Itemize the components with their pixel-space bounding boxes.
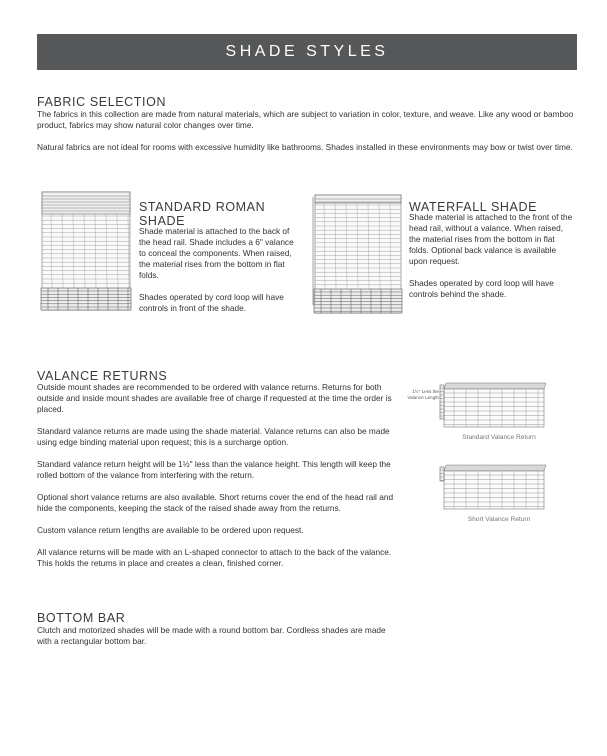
standard-roman-text xyxy=(139,226,299,325)
valance-paragraph-1: Outside mount shades are recommended to be ordered with valance returns. Returns for both outside and inside mount shades are available free of charge if requested at the time the order is placed. xyxy=(37,382,392,414)
standard-roman-paragraph-1: Shade material is attached to the back of the head rail. Shade includes a 6" valance to conceal the components. When raised, the material rises from the bottom in flat folds. xyxy=(139,226,294,280)
waterfall-text xyxy=(409,212,574,311)
standard-roman-shade-illustration xyxy=(40,190,132,312)
waterfall-shade-illustration xyxy=(311,193,403,315)
valance-paragraph-2: Standard valance returns are made using the shade material. Valance returns can also be made using edge binding material upon request; this is a surcharge option. xyxy=(37,426,390,447)
valance-length-note: 1½" Less the Valance Length xyxy=(407,389,439,400)
fabric-heading: FABRIC SELECTION xyxy=(37,95,167,109)
standard-roman-paragraph-2: Shades operated by cord loop will have controls in front of the shade. xyxy=(139,292,284,313)
waterfall-heading: WATERFALL SHADE xyxy=(409,200,538,214)
waterfall-paragraph-2: Shades operated by cord loop will have controls behind the shade. xyxy=(409,278,554,299)
bottom-bar-paragraph-1: Clutch and motorized shades will be made with a round bottom bar. Cordless shades are made with a rectangular bottom bar. xyxy=(37,625,386,646)
bottom-bar-heading: BOTTOM BAR xyxy=(37,611,126,625)
fabric-paragraph-2: Natural fabrics are not ideal for rooms with excessive humidity like bathrooms. Shades installed in these environments may bow or twist over time. xyxy=(37,142,573,152)
short-valance-caption: Short Valance Return xyxy=(467,516,531,523)
valance-paragraph-4: Optional short valance returns are also available. Short returns cover the end of the head rail and hide the components, keeping the stack of the raised shade away from the returns. xyxy=(37,492,394,513)
waterfall-paragraph-1: Shade material is attached to the front of the head rail, without a valance. When raised, the material rises from the bottom in flat folds. Optional back valance is available upon request. xyxy=(409,212,573,266)
short-valance-return-illustration xyxy=(440,463,546,511)
fabric-text xyxy=(37,109,577,164)
fabric-paragraph-1: The fabrics in this collection are made from natural materials, which are subject to variation in color, texture, and weave. Like any wood or bamboo product, fabrics may show natural color changes over time. xyxy=(37,109,574,130)
standard-valance-caption: Standard Valance Return xyxy=(462,434,536,441)
valance-heading: VALANCE RETURNS xyxy=(37,369,168,383)
valance-paragraph-5: Custom valance return lengths are available to be ordered upon request. xyxy=(37,525,304,535)
standard-valance-return-illustration xyxy=(440,381,546,429)
standard-roman-heading: STANDARD ROMAN SHADE xyxy=(139,200,266,228)
bottom-bar-text xyxy=(37,625,397,658)
valance-paragraph-6: All valance returns will be made with an L-shaped connector to attach to the back of the valance. This holds the returns in place and creates a clean, finished corner. xyxy=(37,547,392,568)
valance-text xyxy=(37,382,402,580)
valance-paragraph-3: Standard valance return height will be 1½" less than the valance height. This length will keep the rolled bottom of the valance from interfering with the return. xyxy=(37,459,391,480)
page-title: SHADE STYLES xyxy=(37,34,577,70)
